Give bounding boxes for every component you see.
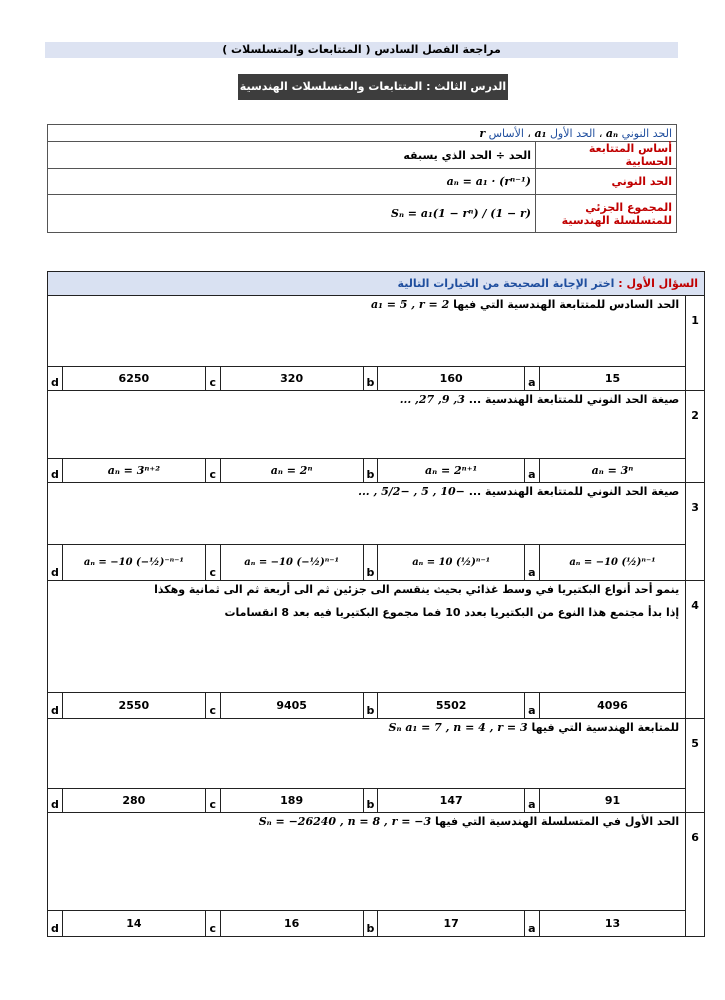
summary-label: الحد النوني — [536, 169, 677, 195]
option-letter: c — [205, 693, 220, 719]
summary-value: aₙ = a₁ · (rⁿ⁻¹) — [48, 169, 536, 195]
option-d[interactable]: aₙ = −10 (−½)⁻ⁿ⁻¹ — [62, 545, 205, 581]
question-row — [48, 391, 705, 459]
summary-row — [48, 169, 677, 195]
option-b[interactable]: 5502 — [378, 693, 524, 719]
option-c[interactable]: aₙ = −10 (−½)ⁿ⁻¹ — [220, 545, 363, 581]
summary-label: أساس المتتابعة الحسابية — [536, 142, 677, 169]
option-d[interactable]: 2550 — [62, 693, 205, 719]
option-letter: c — [205, 459, 220, 483]
question-number: 3 — [686, 483, 705, 581]
summary-row — [48, 142, 677, 169]
option-a[interactable]: 15 — [539, 367, 685, 391]
question-number: 6 — [686, 813, 705, 937]
option-letter: c — [205, 367, 220, 391]
section-label: السؤال الأول : — [618, 277, 698, 290]
option-letter: c — [205, 911, 220, 937]
summary-label: المجموع الجزئي للمتسلسلة الهندسية — [536, 195, 677, 233]
options-row — [48, 367, 705, 391]
option-b[interactable]: aₙ = 2ⁿ⁺¹ — [378, 459, 524, 483]
question-number: 5 — [686, 719, 705, 813]
question-math: −10 , 5 , −5/2 , ... — [358, 485, 465, 498]
option-letter: d — [48, 367, 63, 391]
option-letter: a — [524, 911, 539, 937]
page-header: مراجعة الفصل السادس ( المتتابعات والمتسلسلات ) — [45, 42, 678, 58]
option-letter: c — [205, 545, 220, 581]
summary-value: الحد ÷ الحد الذي يسبقه — [48, 142, 536, 169]
option-c[interactable]: 189 — [220, 789, 363, 813]
options-row — [48, 545, 705, 581]
legend-base: الأساس — [488, 126, 524, 140]
question-stem: صيغة الحد النوني للمتتابعة الهندسية ... — [468, 485, 680, 498]
question-row — [48, 813, 705, 911]
question-row — [48, 719, 705, 789]
option-b[interactable]: 147 — [378, 789, 524, 813]
option-letter: b — [363, 911, 378, 937]
question-math: Sₙ a₁ = 7 , n = 4 , r = 3 — [388, 721, 528, 734]
question-stem: صيغة الحد النوني للمتتابعة الهندسية ... — [468, 393, 680, 406]
question-number: 2 — [686, 391, 705, 483]
summary-row — [48, 195, 677, 233]
option-a[interactable]: aₙ = 3ⁿ — [539, 459, 685, 483]
option-letter: d — [48, 789, 63, 813]
question-math: 3, 9, 27, ... — [399, 393, 465, 406]
question-text — [48, 813, 686, 911]
option-letter: b — [363, 693, 378, 719]
question-stem: للمتابعة الهندسية التي فيها — [531, 721, 680, 734]
option-letter: a — [524, 367, 539, 391]
question-row — [48, 581, 705, 693]
summary-legend: الحد النوني aₙ ، الحد الأول a₁ ، الأساس r — [48, 125, 677, 142]
options-row — [48, 789, 705, 813]
question-text — [48, 719, 686, 789]
options-row — [48, 693, 705, 719]
question-number: 4 — [686, 581, 705, 719]
question-number: 1 — [686, 296, 705, 391]
option-letter: a — [524, 459, 539, 483]
option-letter: d — [48, 545, 63, 581]
option-d[interactable]: 6250 — [62, 367, 205, 391]
question-text — [48, 483, 686, 545]
option-c[interactable]: 16 — [220, 911, 363, 937]
question-text — [48, 391, 686, 459]
option-letter: b — [363, 789, 378, 813]
option-letter: a — [524, 693, 539, 719]
legend-nth: الحد النوني — [621, 126, 672, 140]
option-a[interactable]: 91 — [539, 789, 685, 813]
legend-a1: a₁ — [534, 126, 547, 140]
questions-table — [47, 271, 705, 937]
option-c[interactable]: aₙ = 2ⁿ — [220, 459, 363, 483]
question-row — [48, 296, 705, 367]
question-stem: الحد السادس للمتتابعة الهندسية التي فيها — [453, 298, 680, 311]
legend-an: aₙ — [605, 126, 619, 140]
options-row — [48, 911, 705, 937]
option-a[interactable]: 4096 — [539, 693, 685, 719]
question-stem: الحد الأول في المتسلسلة الهندسية التي فيها — [434, 815, 680, 828]
option-letter: b — [363, 459, 378, 483]
question-stem-line2: إذا بدأ مجتمع هذا النوع من البكتيريا بعدد 10 فما مجموع البكتيريا فيه بعد 8 انقسامات — [224, 606, 680, 619]
section-text: اختر الإجابة الصحيحة من الخيارات التالية — [397, 277, 615, 290]
legend-first: الحد الأول — [549, 126, 596, 140]
option-letter: c — [205, 789, 220, 813]
question-math: Sₙ = −26240 , n = 8 , r = −3 — [258, 815, 432, 828]
section-header — [48, 272, 705, 296]
option-a[interactable]: aₙ = −10 (½)ⁿ⁻¹ — [539, 545, 685, 581]
question-text — [48, 581, 686, 693]
option-letter: d — [48, 459, 63, 483]
option-letter: a — [524, 545, 539, 581]
option-d[interactable]: 14 — [62, 911, 205, 937]
options-row — [48, 459, 705, 483]
option-letter: d — [48, 693, 63, 719]
option-b[interactable]: 160 — [378, 367, 524, 391]
option-letter: d — [48, 911, 63, 937]
option-c[interactable]: 320 — [220, 367, 363, 391]
summary-value: Sₙ = a₁(1 − rⁿ) / (1 − r) — [48, 195, 536, 233]
legend-r: r — [479, 126, 486, 140]
option-a[interactable]: 13 — [539, 911, 685, 937]
option-d[interactable]: aₙ = 3ⁿ⁺² — [62, 459, 205, 483]
option-letter: b — [363, 367, 378, 391]
question-stem: ينمو أحد أنواع البكتيريا في وسط غذائي بحيث ينقسم الى جزئين ثم الى أربعة ثم الى ثمانية وهكذا — [154, 583, 680, 596]
option-c[interactable]: 9405 — [220, 693, 363, 719]
option-b[interactable]: 17 — [378, 911, 524, 937]
question-row — [48, 483, 705, 545]
option-d[interactable]: 280 — [62, 789, 205, 813]
lesson-title: الدرس الثالث : المتتابعات والمتسلسلات الهندسية — [238, 74, 508, 100]
option-letter: b — [363, 545, 378, 581]
option-letter: a — [524, 789, 539, 813]
question-text — [48, 296, 686, 367]
question-math: a₁ = 5 , r = 2 — [370, 298, 450, 311]
option-b[interactable]: aₙ = 10 (½)ⁿ⁻¹ — [378, 545, 524, 581]
summary-table — [47, 124, 677, 233]
